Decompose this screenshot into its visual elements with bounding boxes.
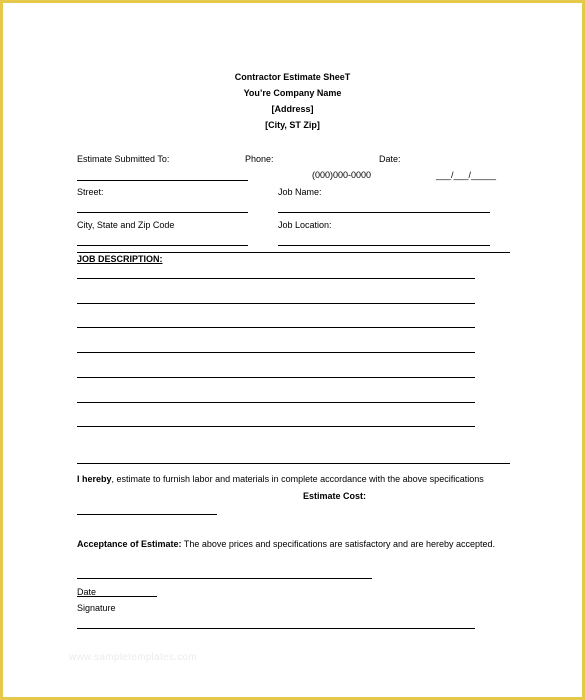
acceptance-text: The above prices and specifications are satisfactory and are hereby accepted. bbox=[181, 539, 496, 549]
job-description-heading: JOB DESCRIPTION: bbox=[77, 254, 163, 264]
company-name: You’re Company Name bbox=[243, 88, 342, 98]
date-signature-label: Date bbox=[77, 587, 97, 597]
city-state-zip-label: City, State and Zip Code bbox=[77, 220, 175, 230]
job-location-label: Job Location: bbox=[278, 220, 332, 230]
job-description-line[interactable] bbox=[77, 327, 475, 328]
street-label: Street: bbox=[77, 187, 104, 197]
date-underline[interactable] bbox=[77, 596, 157, 597]
hereby-text: , estimate to furnish labor and materials in complete accordance with the above specifications bbox=[111, 474, 484, 484]
document-title: Contractor Estimate SheeT bbox=[234, 72, 351, 82]
signature-line[interactable] bbox=[77, 628, 475, 629]
company-city: [City, ST Zip] bbox=[265, 120, 320, 130]
job-description-line[interactable] bbox=[77, 426, 475, 427]
job-description-line[interactable] bbox=[77, 303, 475, 304]
estimate-cost-label: Estimate Cost: bbox=[303, 491, 367, 501]
acceptance-statement bbox=[77, 539, 495, 550]
job-location-line[interactable] bbox=[278, 245, 490, 246]
signature-label: Signature bbox=[77, 603, 116, 613]
job-description-line[interactable] bbox=[77, 377, 475, 378]
section-divider bbox=[77, 252, 510, 253]
watermark: www.sampletemplates.com bbox=[69, 652, 198, 663]
acceptance-line[interactable] bbox=[77, 578, 372, 579]
phone-value: (000)000-0000 bbox=[312, 170, 372, 180]
job-name-label: Job Name: bbox=[278, 187, 322, 197]
company-address: [Address] bbox=[271, 104, 314, 114]
estimate-submitted-to-label: Estimate Submitted To: bbox=[77, 154, 170, 164]
phone-label: Phone: bbox=[245, 154, 274, 164]
street-line[interactable] bbox=[77, 212, 248, 213]
estimate-submitted-to-line[interactable] bbox=[77, 180, 248, 181]
hereby-bold: I hereby bbox=[77, 474, 112, 484]
job-description-line[interactable] bbox=[77, 352, 475, 353]
hereby-statement bbox=[77, 474, 484, 485]
job-description-line[interactable] bbox=[77, 402, 475, 403]
date-label: Date: bbox=[379, 154, 401, 164]
date-value: ___/___/_____ bbox=[436, 170, 497, 180]
job-name-line[interactable] bbox=[278, 212, 490, 213]
city-state-zip-line[interactable] bbox=[77, 245, 248, 246]
job-description-line[interactable] bbox=[77, 278, 475, 279]
acceptance-bold: Acceptance of Estimate: bbox=[77, 539, 182, 549]
estimate-cost-line[interactable] bbox=[77, 514, 217, 515]
section-divider-2 bbox=[77, 463, 510, 464]
